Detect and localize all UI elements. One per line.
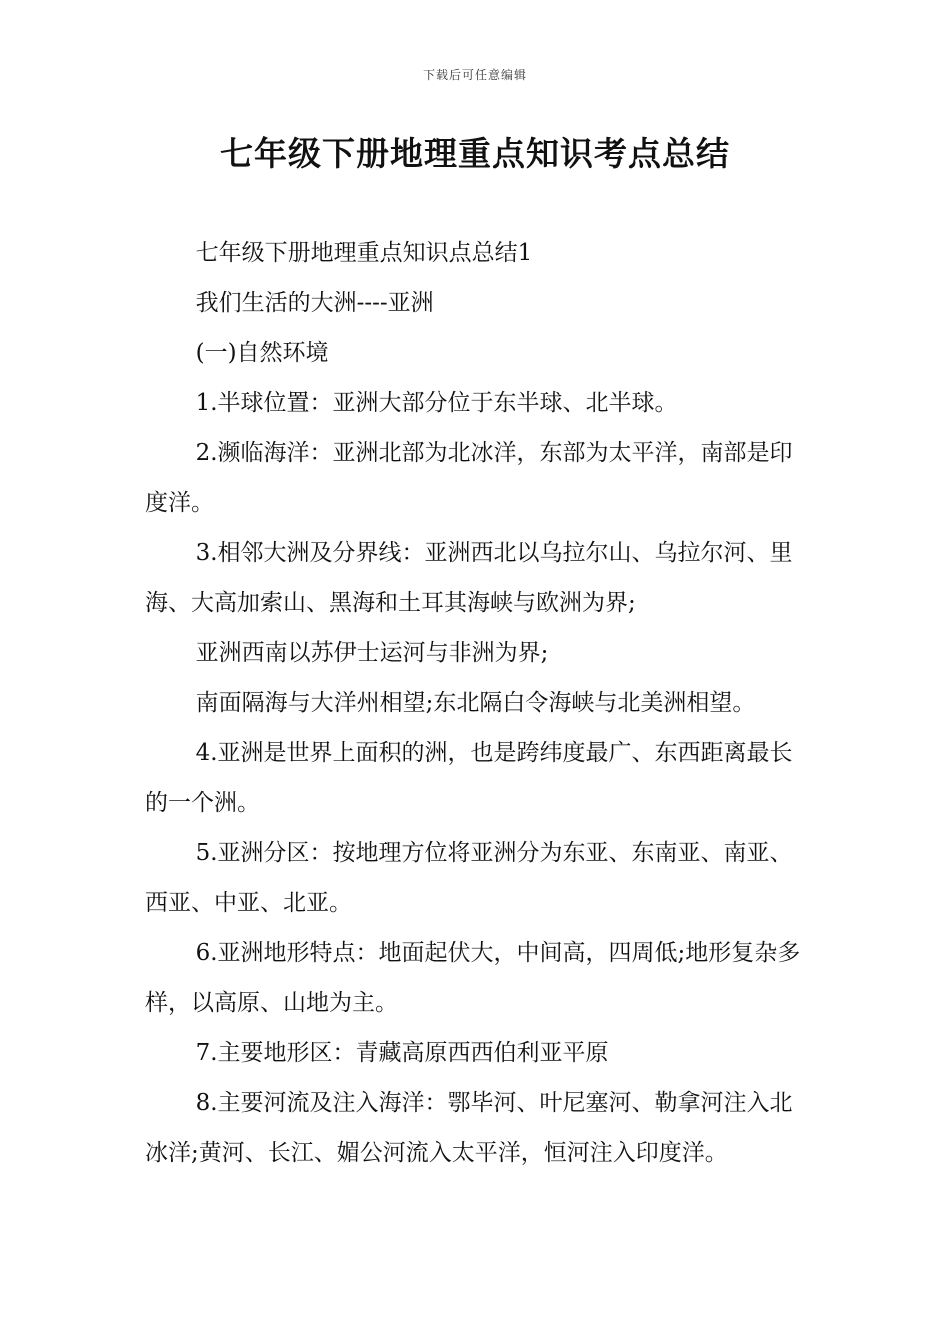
paragraph-rivers: 8.主要河流及注入海洋：鄂毕河、叶尼塞河、勒拿河注入北冰洋;黄河、长江、媚公河流入太平洋，恒河注入印度洋。 [145, 1090, 793, 1166]
paragraph-oceans: 2.濒临海洋：亚洲北部为北冰洋，东部为太平洋，南部是印度洋。 [145, 440, 793, 516]
paragraph-landforms: 7.主要地形区：青藏高原西西伯利亚平原 [195, 1040, 609, 1066]
document-body [145, 228, 809, 1178]
paragraph-southwest-boundary: 亚洲西南以苏伊士运河与非洲为界; [195, 640, 549, 666]
header-note: 下载后可任意编辑 [422, 68, 527, 82]
paragraph-terrain: 6.亚洲地形特点：地面起伏大，中间高，四周低;地形复杂多样，以高原、山地为主。 [145, 940, 801, 1016]
paragraph-area: 4.亚洲是世界上面积的洲，也是跨纬度最广、东西距离最长的一个洲。 [145, 740, 793, 816]
section-heading: 七年级下册地理重点知识点总结1 [195, 240, 533, 266]
paragraph-boundaries: 3.相邻大洲及分界线：亚洲西北以乌拉尔山、乌拉尔河、里海、大高加索山、黑海和土耳其海峡与欧洲为界; [145, 540, 793, 616]
subsection-heading: (一)自然环境 [195, 340, 329, 366]
paragraph-hemisphere: 1.半球位置：亚洲大部分位于东半球、北半球。 [195, 390, 678, 416]
document-title: 七年级下册地理重点知识考点总结 [220, 134, 730, 173]
paragraph-regions: 5.亚洲分区：按地理方位将亚洲分为东亚、东南亚、南亚、西亚、中亚、北亚。 [145, 840, 793, 916]
paragraph-neighbors: 南面隔海与大洋州相望;东北隔白令海峡与北美洲相望。 [195, 690, 756, 716]
chapter-heading: 我们生活的大洲----亚洲 [195, 290, 434, 316]
